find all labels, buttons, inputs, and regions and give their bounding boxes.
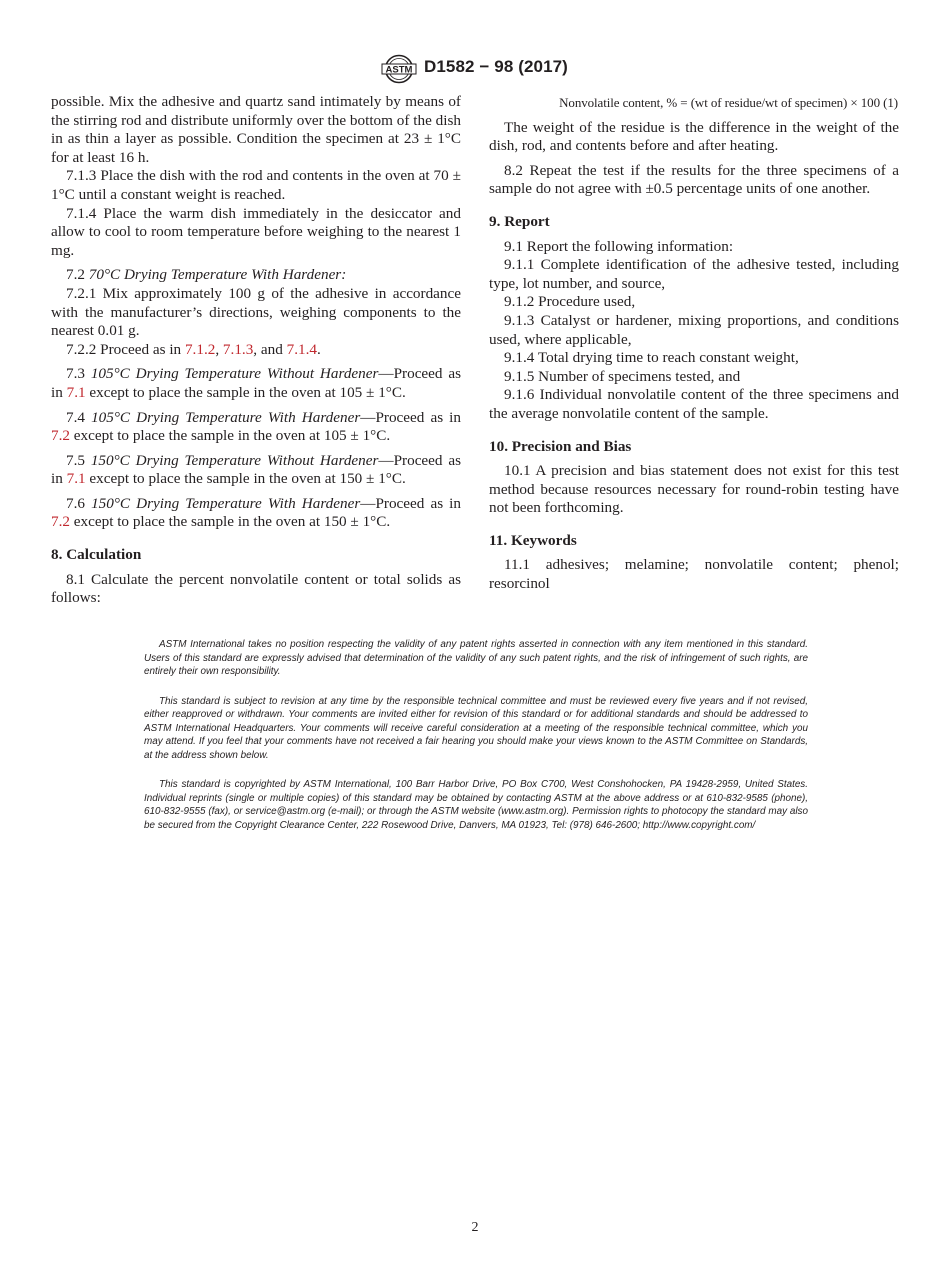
paragraph-7-2-1: 7.2.1 Mix approximately 100 g of the adhesive in accordance with the manufacturer’s directions, weighing components to the nearest 0.01 g. [51, 284, 461, 340]
paragraph-9-1-1: 9.1.1 Complete identification of the adhesive tested, including type, lot number, and source, [489, 256, 899, 292]
cross-reference-link[interactable]: 7.1.4 [286, 340, 317, 358]
paragraph-9-1-6: 9.1.6 Individual nonvolatile content of the three specimens and the average nonvolatile content of the sample. [489, 386, 899, 422]
paragraph-9-1-5: 9.1.5 Number of specimens tested, and [504, 367, 741, 385]
paragraph-continued: possible. Mix the adhesive and quartz sand intimately by means of the stirring rod and distribute uniformly over the bottom of the dish in as thin a layer as possible. Condition the specimen at 23 ± 1°C for at least 16 h. [51, 93, 461, 166]
paragraph-8-2: 8.2 Repeat the test if the results for the three specimens of a sample do not agree with ±0.5 percentage units of one another. [489, 161, 899, 198]
paragraph-residue: The weight of the residue is the difference in the weight of the dish, rod, and contents before and after heating. [489, 118, 899, 155]
section-title: 70°C Drying Temperature With Hardener: [88, 266, 347, 284]
section-11-heading: 11. Keywords [489, 531, 577, 549]
equation-1: Nonvolatile content, % = (wt of residue/wt of specimen) × 100 (1) [559, 95, 898, 110]
left-column [51, 93, 461, 608]
svg-text:ASTM: ASTM [385, 64, 413, 76]
cross-reference-link[interactable]: 7.1 [66, 383, 86, 401]
paragraph-10-1: 10.1 A precision and bias statement does not exist for this test method because resources necessary for round-robin testing have not been forthcoming. [489, 462, 899, 517]
right-column [489, 93, 899, 594]
paragraph-7-2-2: 7.2.2 Proceed as in 7.1.2, 7.1.3, and 7.1.4. [66, 340, 321, 358]
paragraph-7-4: 7.4 105°C Drying Temperature With Hardener—Proceed as in 7.2 except to place the sample in the oven at 105 ± 1°C. [51, 408, 461, 445]
paragraph-7-5: 7.5 150°C Drying Temperature Without Hardener—Proceed as in 7.1 except to place the sample in the oven at 150 ± 1°C. [51, 451, 461, 488]
paragraph-7-1-4: 7.1.4 Place the warm dish immediately in the desiccator and allow to cool to room temperature before weighing to the nearest 1 mg. [51, 204, 461, 259]
paragraph-8-1: 8.1 Calculate the percent nonvolatile content or total solids as follows: [51, 570, 461, 607]
notice-patent: ASTM International takes no position respecting the validity of any patent rights asserted in connection with any item mentioned in this standard. Users of this standard are expressly advised that determination of the validity of any such patent rights, and the risk of infringement of such rights, are entirely their own responsibility. [144, 639, 808, 677]
legal-notices [144, 638, 808, 848]
standard-designation: D1582 − 98 (2017) [424, 57, 568, 76]
cross-reference-link[interactable]: 7.1 [66, 470, 86, 488]
cross-reference-link[interactable]: 7.2 [51, 513, 70, 531]
page-number: 2 [471, 1220, 479, 1235]
section-9-heading: 9. Report [489, 212, 550, 230]
cross-reference-link[interactable]: 7.2 [51, 427, 70, 445]
cross-reference-link[interactable]: 7.1.3 [222, 340, 254, 358]
paragraph-7-6: 7.6 150°C Drying Temperature With Hardener—Proceed as in 7.2 except to place the sample in the oven at 150 ± 1°C. [51, 494, 461, 531]
paragraph-7-1-3: 7.1.3 Place the dish with the rod and contents in the oven at 70 ± 1°C until a constant weight is reached. [51, 167, 461, 203]
section-number: 7.2 [66, 266, 85, 284]
cross-reference-link[interactable]: 7.1.2 [184, 340, 216, 358]
notice-revision: This standard is subject to revision at any time by the responsible technical committee and must be reviewed every five years and if not revised, either reapproved or withdrawn. Your comments are invited either for revision of this standard or for additional standards and should be addressed to ASTM International Headquarters. Your comments will receive careful consideration at a meeting of the responsible technical committee, which you may attend. If you feel that your comments have not received a fair hearing you should make your views known to the ASTM Committee on Standards, at the address shown below. [144, 695, 808, 761]
section-7-2-heading [51, 266, 461, 285]
paragraph-9-1-3: 9.1.3 Catalyst or hardener, mixing proportions, and conditions used, where applicable, [489, 311, 899, 348]
astm-logo-icon [380, 54, 418, 84]
paragraph-9-1: 9.1 Report the following information: [504, 237, 734, 255]
section-8-heading: 8. Calculation [51, 546, 142, 564]
section-10-heading: 10. Precision and Bias [489, 437, 632, 455]
paragraph-11-1: 11.1 adhesives; melamine; nonvolatile content; phenol; resorcinol [489, 556, 899, 593]
page-header [0, 54, 950, 84]
notice-copyright: This standard is copyrighted by ASTM International, 100 Barr Harbor Drive, PO Box C700, West Conshohocken, PA 19428-2959, United States. Individual reprints (single or multiple copies) of this standard may be obtained by contacting ASTM at the above address or at 610-832-9585 (phone), 610-832-9555 (fax), or service@astm.org (e-mail); or through the ASTM website (www.astm.org). Permission rights to photocopy the standard may also be secured from the Copyright Clearance Center, 222 Rosewood Drive, Danvers, MA 01923, Tel: (978) 646-2600; http://www.copyright.com/ [144, 779, 808, 831]
paragraph-9-1-2: 9.1.2 Procedure used, [504, 293, 636, 311]
paragraph-7-3: 7.3 105°C Drying Temperature Without Hardener—Proceed as in 7.1 except to place the sample in the oven at 105 ± 1°C. [51, 365, 461, 401]
paragraph-9-1-4: 9.1.4 Total drying time to reach constant weight, [504, 349, 799, 367]
